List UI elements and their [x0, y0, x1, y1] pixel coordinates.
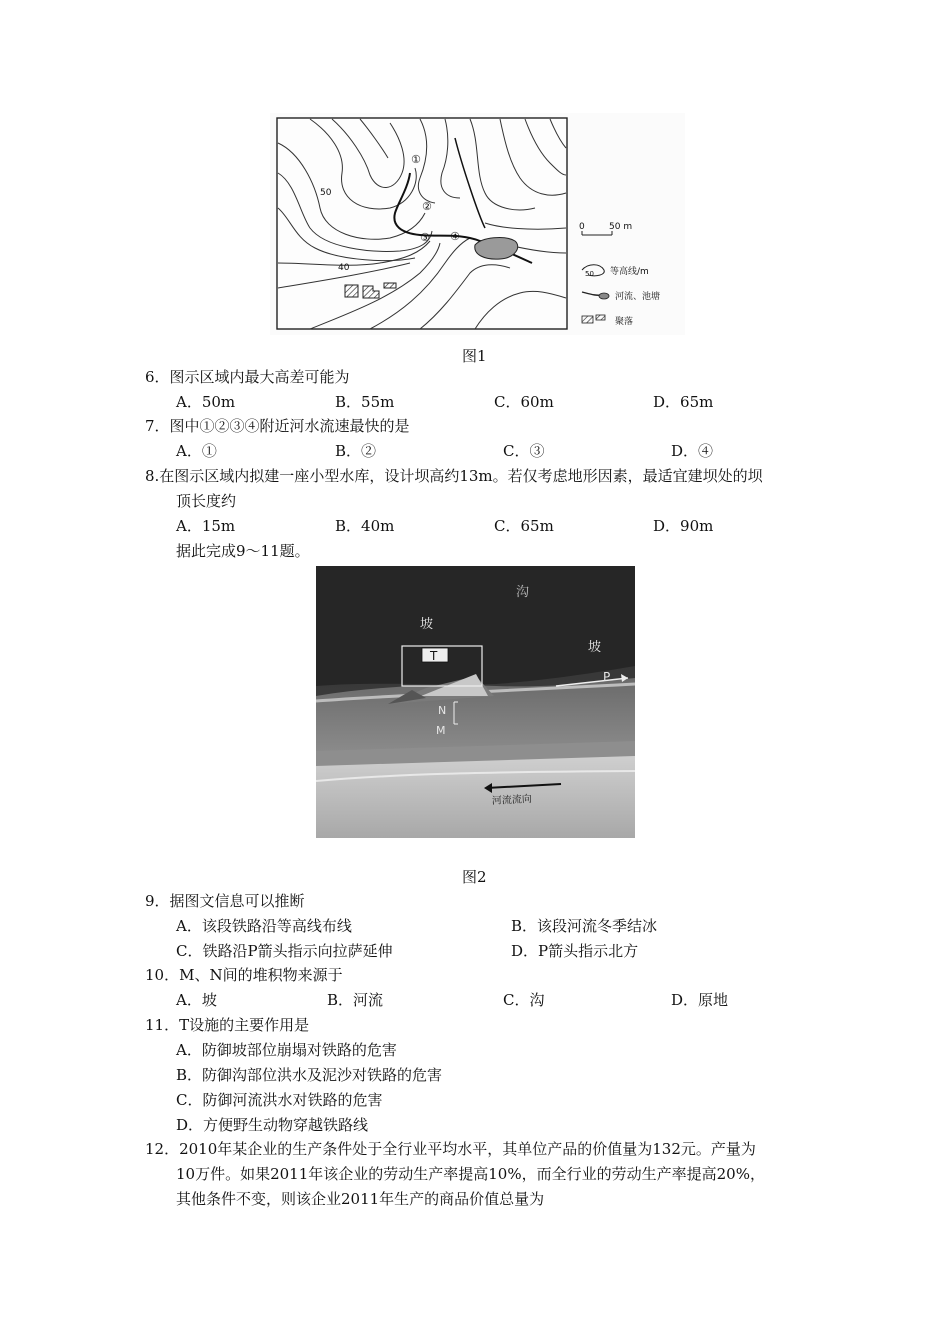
contour-label-50: 50 — [320, 188, 332, 198]
q12-line3: 其他条件不变，则该企业2011年生产的商品价值总量为 — [176, 1190, 545, 1208]
q12-line1: 12．2010年某企业的生产条件处于全行业平均水平，其单位产品的价值量为132元。产量为 — [145, 1140, 756, 1158]
q9-option-a: A．该段铁路沿等高线布线 — [176, 917, 352, 935]
q10-option-b: B．河流 — [327, 991, 384, 1009]
label-slope-right: 坡 — [588, 640, 602, 655]
q9-option-b: B．该段河流冬季结冰 — [511, 917, 658, 935]
contour-label-40: 40 — [338, 263, 350, 273]
q8-option-b: B．40m — [335, 517, 395, 535]
q11-option-a: A．防御坡部位崩塌对铁路的危害 — [176, 1041, 397, 1059]
label-T: T — [430, 649, 438, 663]
figure-2 — [316, 566, 635, 838]
contour-map — [270, 113, 685, 335]
q10-stem: 10．M、N间的堆积物来源于 — [145, 966, 343, 984]
q6-option-d: D．65m — [653, 393, 714, 411]
q6-stem: 6．图示区域内最大高差可能为 — [145, 368, 350, 386]
q9-stem: 9．据图文信息可以推断 — [145, 892, 305, 910]
point-1: ① — [411, 153, 421, 166]
scale-zero: 0 — [579, 222, 585, 232]
q8-stem-line1: 8.在图示区域内拟建一座小型水库，设计坝高约13m。若仅考虑地形因素，最适宜建坝处的坝 — [145, 467, 763, 485]
q7-option-c: C．③ — [503, 442, 545, 460]
q11-option-c: C．防御河流洪水对铁路的危害 — [176, 1091, 383, 1109]
q11-stem: 11．T设施的主要作用是 — [145, 1016, 310, 1034]
intro-9-11: 据此完成9～11题。 — [176, 542, 310, 560]
q12-line2: 10万件。如果2011年该企业的劳动生产率提高10%，而全行业的劳动生产率提高20%， — [176, 1165, 765, 1183]
legend-contour-symbol: 50 — [585, 270, 594, 278]
q11-option-b: B．防御沟部位洪水及泥沙对铁路的危害 — [176, 1066, 443, 1084]
q10-option-a: A．坡 — [176, 991, 217, 1009]
label-gully: 沟 — [516, 585, 530, 600]
label-P: P — [603, 670, 611, 684]
railway-photo — [316, 566, 635, 838]
q11-option-d: D．方便野生动物穿越铁路线 — [176, 1116, 369, 1134]
label-N: N — [438, 704, 447, 717]
q9-option-d: D．P箭头指示北方 — [511, 942, 639, 960]
scale-value: 50 m — [609, 222, 633, 232]
q8-option-a: A．15m — [176, 517, 236, 535]
q10-option-c: C．沟 — [503, 991, 545, 1009]
figure-1 — [270, 113, 685, 335]
point-4: ④ — [450, 230, 460, 243]
legend-river-label: 河流、池塘 — [615, 292, 661, 302]
point-3: ③ — [420, 231, 430, 244]
q7-option-a: A．① — [176, 442, 217, 460]
q6-option-b: B．55m — [335, 393, 395, 411]
q10-option-d: D．原地 — [671, 991, 729, 1009]
q9-option-c: C．铁路沿P箭头指示向拉萨延伸 — [176, 942, 393, 960]
legend-settlement-label: 聚落 — [615, 317, 634, 327]
q8-option-c: C．65m — [494, 517, 554, 535]
figure-2-caption: 图2 — [462, 868, 487, 886]
q7-option-b: B．② — [335, 442, 377, 460]
q7-stem: 7．图中①②③④附近河水流速最快的是 — [145, 417, 410, 435]
q8-option-d: D．90m — [653, 517, 714, 535]
q8-stem-line2: 顶长度约 — [176, 492, 237, 510]
legend-contour-label: 等高线/m — [610, 267, 649, 277]
q6-option-a: A．50m — [176, 393, 236, 411]
label-slope-left: 坡 — [420, 617, 434, 632]
figure-1-caption: 图1 — [462, 347, 487, 365]
label-river-flow: 河流流向 — [491, 793, 533, 807]
label-M: M — [436, 724, 446, 737]
q7-option-d: D．④ — [671, 442, 714, 460]
q6-option-c: C．60m — [494, 393, 554, 411]
point-2: ② — [422, 200, 432, 213]
